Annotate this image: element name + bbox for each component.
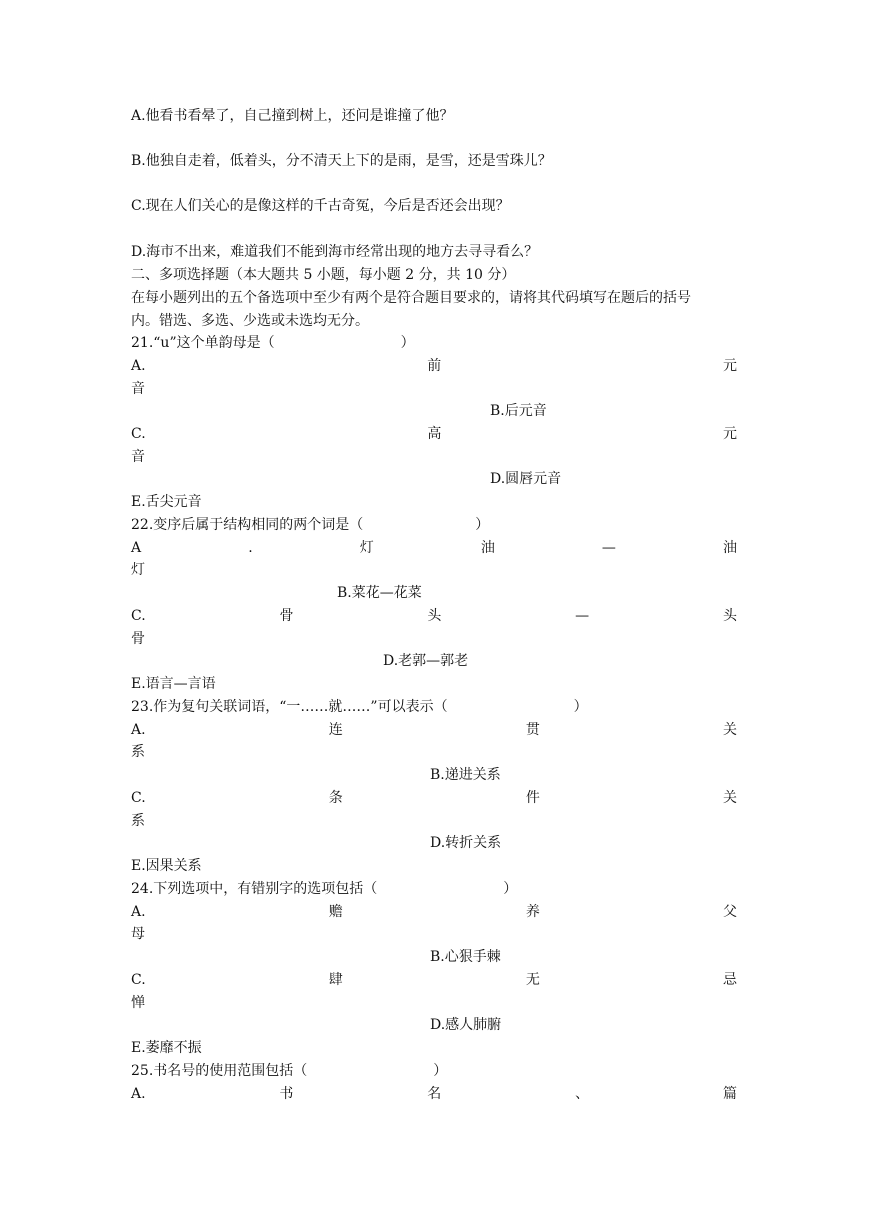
- q23-option-b: B.递进关系: [430, 767, 501, 783]
- section-heading: 二、多项选择题（本大题共 5 小题，每小题 2 分，共 10 分）: [131, 267, 516, 283]
- q25-option-a: [131, 1084, 737, 1104]
- option-text: 养: [525, 904, 540, 920]
- q20-option-c: C.现在人们关心的是像这样的千古奇冤，今后是否还会出现？: [131, 198, 510, 214]
- q22-option-b: B.菜花—花菜: [337, 585, 422, 601]
- q21-option-c-wrap: 音: [131, 449, 145, 465]
- q24-option-a: [131, 902, 737, 922]
- q22-option-c: [131, 606, 737, 626]
- q22-option-c-wrap: 骨: [131, 631, 145, 647]
- option-text: 前: [427, 358, 442, 374]
- q22-option-d: D.老郭—郭老: [383, 653, 469, 669]
- q24-option-d: D.感人肺腑: [430, 1017, 502, 1033]
- option-text: 条: [328, 790, 343, 806]
- q20-option-a: A.他看书看晕了，自己撞到树上，还问是谁撞了他？: [131, 108, 454, 124]
- option-text: 名: [427, 1086, 442, 1102]
- option-text: 油: [722, 540, 737, 556]
- q21-stem: 21.“u”这个单韵母是（ ）: [131, 335, 415, 351]
- option-text: 、: [575, 1086, 590, 1102]
- option-text: C.: [131, 790, 146, 806]
- q24-option-a-wrap: 母: [131, 926, 145, 942]
- q21-option-d: D.圆唇元音: [490, 471, 562, 487]
- q23-option-c: [131, 788, 737, 808]
- q25-stem: 25.书名号的使用范围包括（ ）: [131, 1063, 448, 1079]
- q23-stem: 23.作为复句关联词语，“一……就……”可以表示（ ）: [131, 699, 588, 715]
- option-text: 贯: [525, 722, 540, 738]
- option-text: 元: [722, 426, 737, 442]
- q24-option-e: E.萎靡不振: [131, 1040, 202, 1056]
- option-text: 高: [427, 426, 442, 442]
- option-text: .: [248, 540, 253, 556]
- option-text: 肆: [328, 972, 343, 988]
- q21-option-c: [131, 424, 737, 444]
- q23-option-c-wrap: 系: [131, 813, 145, 829]
- q21-option-b: B.后元音: [490, 403, 547, 419]
- option-text: 油: [480, 540, 495, 556]
- q22-option-a: [131, 538, 737, 558]
- option-text: C.: [131, 972, 146, 988]
- option-text: 灯: [359, 540, 374, 556]
- q24-stem: 24.下列选项中，有错别字的选项包括（ ）: [131, 881, 518, 897]
- section-instruction-line1: 在每小题列出的五个备选项中至少有两个是符合题目要求的，请将其代码填写在题后的括号: [131, 290, 691, 306]
- option-text: C.: [131, 608, 146, 624]
- option-text: 父: [722, 904, 737, 920]
- option-text: —: [575, 608, 590, 624]
- option-text: 关: [722, 722, 737, 738]
- option-text: 无: [525, 972, 540, 988]
- q22-option-e: E.语言—言语: [131, 676, 216, 692]
- q20-option-b: B.他独自走着，低着头，分不清天上下的是雨，是雪，还是雪珠儿？: [131, 153, 552, 169]
- option-text: 元: [723, 358, 737, 374]
- option-text: 篇: [723, 1086, 737, 1102]
- option-text: A.: [131, 722, 146, 738]
- q24-option-c-wrap: 惮: [131, 995, 145, 1011]
- q21-option-a-wrap: 音: [131, 381, 145, 397]
- q22-option-a-wrap: 灯: [131, 562, 145, 578]
- option-text: 头: [427, 608, 442, 624]
- option-text: A: [131, 540, 142, 556]
- option-text: 头: [722, 608, 737, 624]
- option-text: A.: [131, 904, 146, 920]
- section-instruction-line2: 内。错选、多选、少选或未选均无分。: [131, 313, 369, 329]
- option-text: 赡: [328, 904, 343, 920]
- option-text: —: [601, 540, 616, 556]
- option-text: 关: [723, 790, 737, 806]
- q23-option-e: E.因果关系: [131, 858, 202, 874]
- q23-option-a-wrap: 系: [131, 744, 145, 760]
- option-text: 件: [525, 790, 540, 806]
- q23-option-a: [131, 720, 737, 740]
- q23-option-d: D.转折关系: [430, 835, 502, 851]
- q24-option-b: B.心狠手棘: [430, 949, 501, 965]
- q21-option-a: [131, 356, 737, 376]
- option-text: C.: [131, 426, 146, 442]
- option-text: 书: [279, 1086, 294, 1102]
- q24-option-c: [131, 970, 737, 990]
- option-text: 忌: [723, 972, 737, 988]
- q22-stem: 22.变序后属于结构相同的两个词是（ ）: [131, 517, 490, 533]
- option-text: A.: [131, 358, 146, 374]
- option-text: A.: [131, 1086, 146, 1102]
- q20-option-d: D.海市不出来，难道我们不能到海市经常出现的地方去寻寻看么？: [131, 244, 539, 260]
- q21-option-e: E.舌尖元音: [131, 494, 202, 510]
- option-text: 连: [328, 722, 343, 738]
- option-text: 骨: [279, 608, 294, 624]
